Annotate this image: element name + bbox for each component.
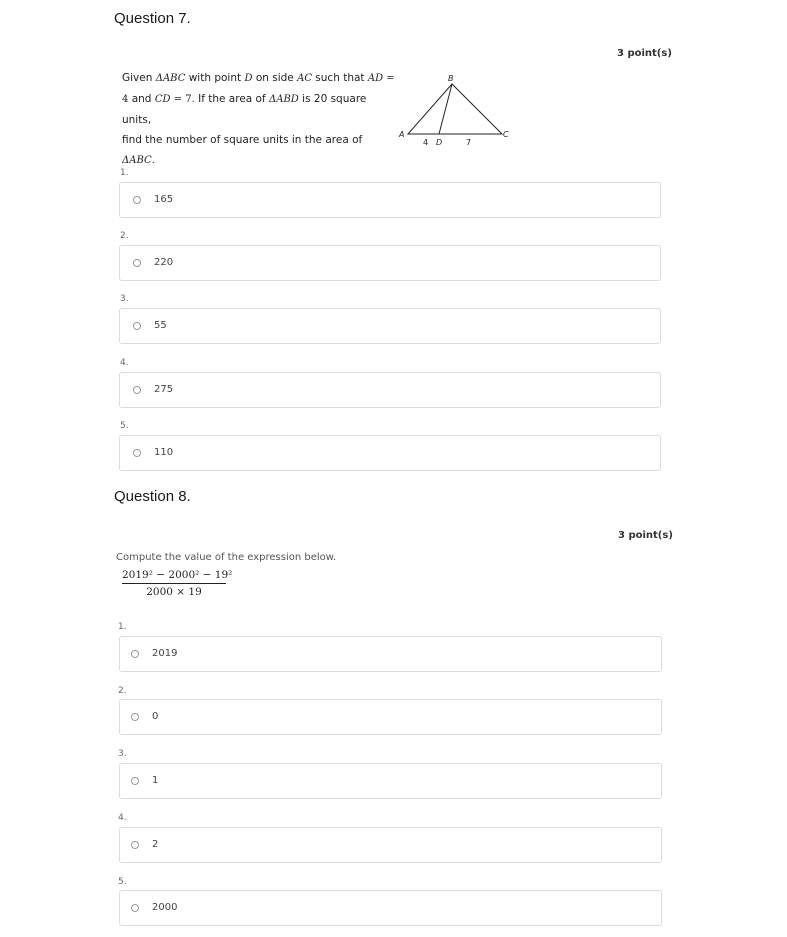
radio-button[interactable] (131, 841, 139, 849)
question-8-prompt: Compute the value of the expression below. (116, 552, 337, 563)
q7-option-4-number: 4. (120, 358, 129, 368)
q8-option-2[interactable] (119, 699, 662, 735)
prompt-math: AC (297, 73, 312, 84)
vertex-c-label: C (503, 130, 509, 139)
prompt-text: If the area of (194, 93, 270, 105)
vertex-b-label: B (448, 74, 454, 83)
prompt-math: ΔABC (122, 155, 152, 166)
q8-option-4-number: 4. (118, 813, 127, 823)
prompt-math: ΔABC (155, 73, 186, 84)
prompt-text: and (128, 93, 155, 105)
radio-button[interactable] (131, 777, 139, 785)
q7-option-3-label: 55 (154, 320, 167, 331)
radio-button[interactable] (133, 259, 141, 267)
prompt-math: 4 (122, 94, 129, 105)
radio-button[interactable] (131, 650, 139, 658)
q7-option-1-number: 1. (120, 168, 129, 178)
q8-option-2-label: 0 (152, 711, 159, 722)
prompt-text: with point (185, 72, 245, 84)
radio-button[interactable] (131, 904, 139, 912)
q7-option-1-label: 165 (154, 194, 174, 205)
q7-option-2-number: 2. (120, 231, 129, 241)
q7-option-4[interactable] (119, 372, 661, 408)
radio-button[interactable] (133, 386, 141, 394)
prompt-math: AD (367, 73, 384, 84)
q8-option-5-number: 5. (118, 877, 127, 887)
q7-option-5-label: 110 (154, 447, 174, 458)
triangle-abc-shape (408, 84, 502, 134)
prompt-text: find the number of square units in the area of (122, 134, 363, 146)
prompt-math: D (244, 73, 253, 84)
q8-option-5-label: 2000 (152, 902, 178, 913)
question-8-title: Question 8. (114, 488, 191, 505)
q7-option-5[interactable] (119, 435, 661, 471)
q8-option-5[interactable] (119, 890, 662, 926)
question-8-points: 3 point(s) (618, 530, 673, 541)
radio-button[interactable] (133, 196, 141, 204)
prompt-math: . (151, 155, 155, 166)
q7-option-4-label: 275 (154, 384, 174, 395)
point-d-label: D (436, 138, 443, 147)
prompt-math: ΔABD (269, 94, 299, 105)
q7-option-1[interactable] (119, 182, 661, 218)
prompt-math: = 7. (170, 94, 195, 105)
q7-option-3[interactable] (119, 308, 661, 344)
expression-fraction (122, 569, 233, 598)
q8-option-1-number: 1. (118, 622, 127, 632)
vertex-a-label: A (399, 130, 405, 139)
segment-ad-length: 4 (423, 138, 429, 147)
prompt-math: CD (154, 94, 171, 105)
q7-option-2[interactable] (119, 245, 661, 281)
q8-option-4-label: 2 (152, 839, 159, 850)
fraction-numerator: 2019² − 2000² − 19² (122, 569, 226, 584)
q8-option-1-label: 2019 (152, 648, 178, 659)
prompt-text: is 20 square units, (122, 93, 367, 126)
prompt-math: = (383, 73, 395, 84)
question-7-points: 3 point(s) (617, 48, 672, 59)
radio-button[interactable] (133, 322, 141, 330)
prompt-text: such that (311, 72, 368, 84)
q7-option-5-number: 5. (120, 421, 129, 431)
q8-option-2-number: 2. (118, 686, 127, 696)
q8-option-4[interactable] (119, 827, 662, 863)
question-7-prompt (122, 68, 397, 171)
q8-option-3-number: 3. (118, 749, 127, 759)
question-7-title: Question 7. (114, 10, 191, 27)
segment-dc-length: 7 (466, 138, 472, 147)
fraction-denominator: 2000 × 19 (146, 586, 202, 598)
radio-button[interactable] (131, 713, 139, 721)
q8-option-1[interactable] (119, 636, 662, 672)
triangle-diagram (394, 72, 514, 152)
prompt-text: on side (252, 72, 298, 84)
q8-option-3[interactable] (119, 763, 662, 799)
radio-button[interactable] (133, 449, 141, 457)
q8-option-3-label: 1 (152, 775, 159, 786)
q7-option-3-number: 3. (120, 294, 129, 304)
q7-option-2-label: 220 (154, 257, 174, 268)
prompt-text: Given (122, 72, 156, 84)
